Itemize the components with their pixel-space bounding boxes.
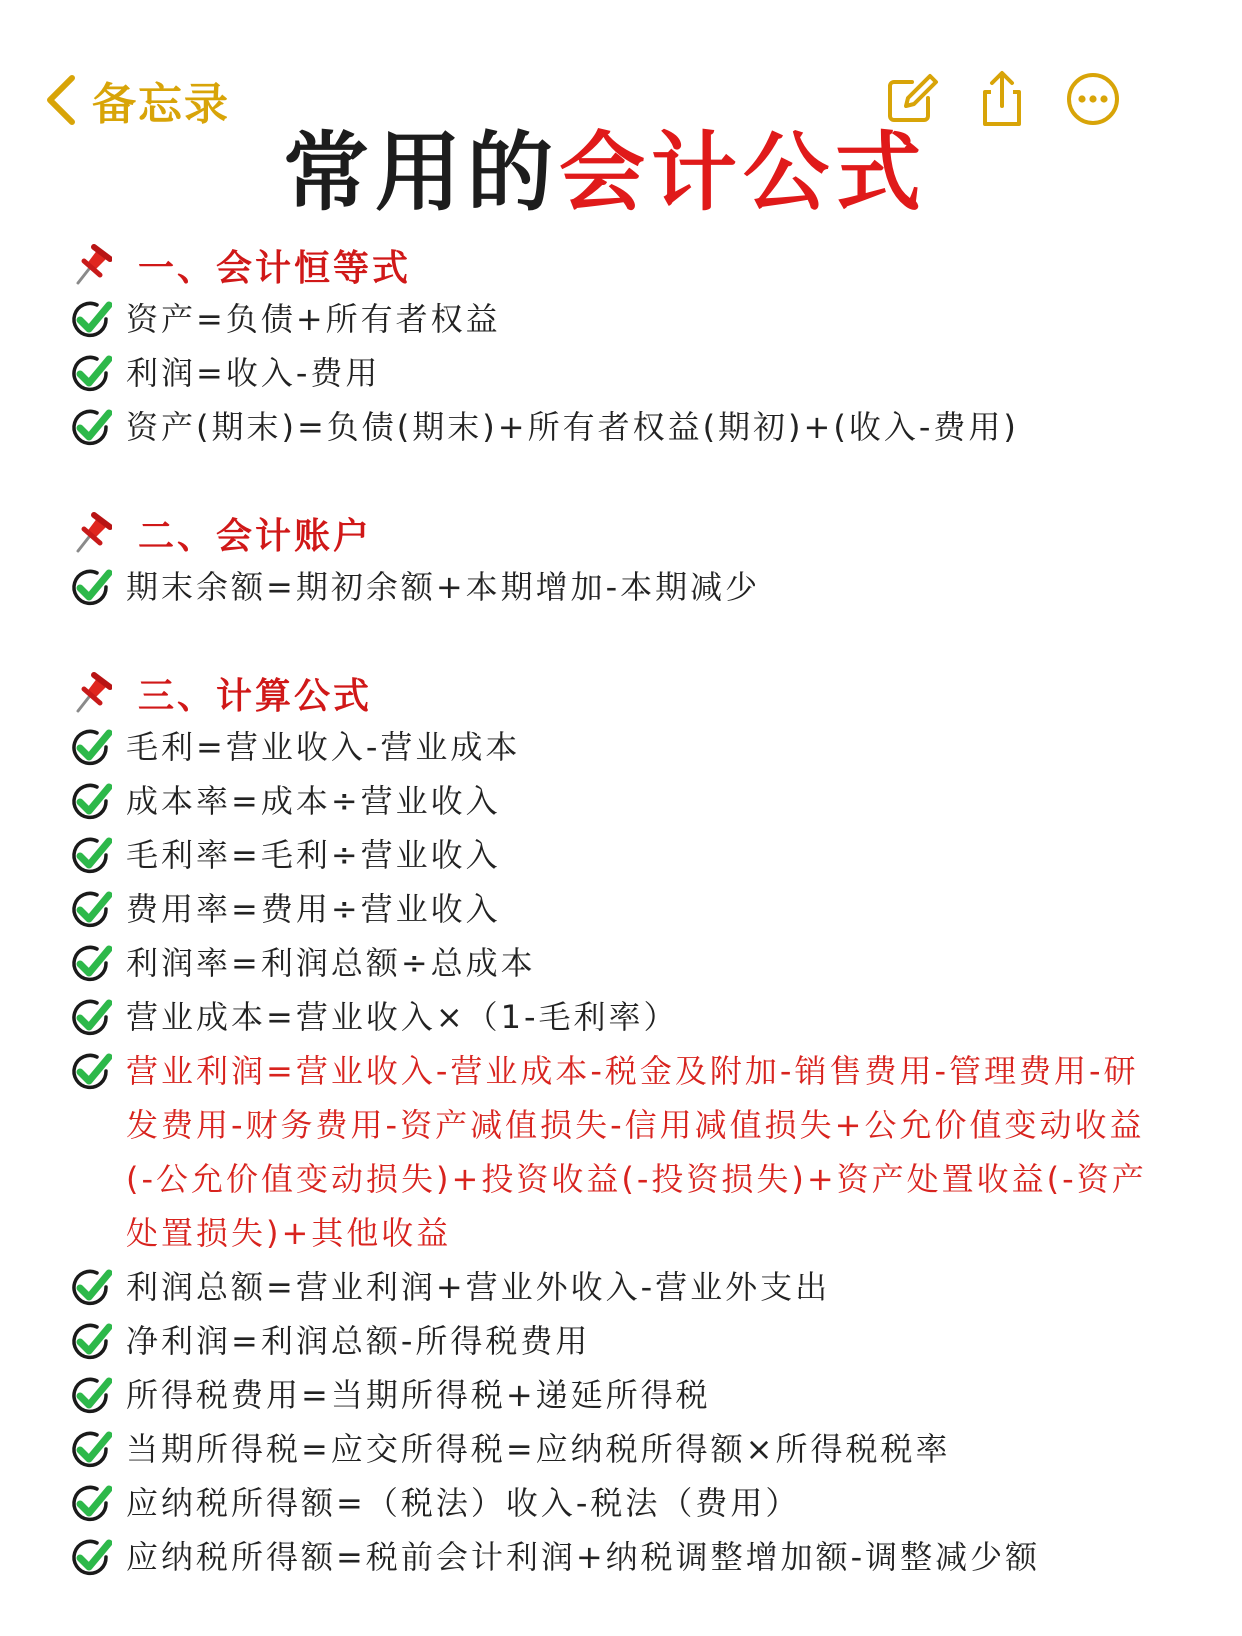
formula-text: 毛利=营业收入-营业成本 (126, 728, 521, 766)
back-label: 备忘录 (92, 79, 230, 130)
section-heading: 二、会计账户 (138, 515, 373, 557)
list-item (70, 990, 1190, 1044)
check-circle-icon (70, 727, 112, 769)
note-content (70, 238, 1190, 1636)
check-circle-icon (70, 1429, 112, 1471)
check-circle-icon (70, 943, 112, 985)
list-item (70, 774, 1190, 828)
section-heading: 一、会计恒等式 (138, 247, 412, 289)
formula-text: 费用率=费用÷营业收入 (126, 890, 501, 928)
list-item (70, 936, 1190, 990)
page-title (0, 118, 1210, 228)
check-circle-icon (70, 1267, 112, 1309)
list-item (70, 560, 1190, 614)
list-item (70, 1260, 1190, 1314)
section-heading-row (70, 666, 1190, 720)
list-item (70, 1044, 1190, 1260)
check-circle-icon (70, 889, 112, 931)
formula-text: 净利润=利润总额-所得税费用 (126, 1322, 591, 1360)
formula-text: 利润率=利润总额÷总成本 (126, 944, 536, 982)
section-heading: 三、计算公式 (138, 675, 373, 717)
pushpin-icon (72, 671, 112, 715)
formula-text: 应纳税所得额=（税法）收入-税法（费用） (126, 1484, 801, 1522)
check-circle-icon (70, 567, 112, 609)
list-item (70, 1314, 1190, 1368)
check-circle-icon (70, 997, 112, 1039)
list-item (70, 1530, 1190, 1584)
section-2 (70, 506, 1190, 614)
check-circle-icon (70, 1375, 112, 1417)
list-item (70, 346, 1190, 400)
formula-text: 利润总额=营业利润+营业外收入-营业外支出 (126, 1268, 831, 1306)
list-item (70, 1368, 1190, 1422)
check-circle-icon (70, 1321, 112, 1363)
formula-text: 利润=收入-费用 (126, 354, 381, 392)
formula-text: 资产=负债+所有者权益 (126, 300, 501, 338)
check-circle-icon (70, 299, 112, 341)
list-item (70, 1476, 1190, 1530)
check-circle-icon (70, 407, 112, 449)
formula-text: 应纳税所得额=税前会计利润+纳税调整增加额-调整减少额 (126, 1538, 1041, 1576)
list-item (70, 828, 1190, 882)
check-circle-icon (70, 1051, 112, 1093)
check-circle-icon (70, 835, 112, 877)
section-1 (70, 238, 1190, 454)
check-circle-icon (70, 1537, 112, 1579)
pushpin-icon (72, 243, 112, 287)
formula-text: 资产(期末)=负债(期末)+所有者权益(期初)+(收入-费用) (126, 408, 1019, 446)
formula-text: 成本率=成本÷营业收入 (126, 782, 501, 820)
section-heading-row (70, 506, 1190, 560)
formula-text: 营业成本=营业收入×（1-毛利率） (126, 998, 679, 1036)
list-item (70, 882, 1190, 936)
title-red-part: 会计公式 (559, 123, 927, 223)
formula-text: 营业利润=营业收入-营业成本-税金及附加-销售费用-管理费用-研发费用-财务费用-资产减值损失-信用减值损失+公允价值变动收益(-公允价值变动损失)+投资收益(-投资损失)+资产处置收益(-资产处置损失)+其他收益 (126, 1052, 1147, 1252)
check-circle-icon (70, 353, 112, 395)
section-3 (70, 666, 1190, 1584)
list-item (70, 720, 1190, 774)
title-black-part: 常用的 (283, 123, 559, 223)
formula-text: 毛利率=毛利÷营业收入 (126, 836, 501, 874)
section-heading-row (70, 238, 1190, 292)
list-item (70, 292, 1190, 346)
list-item (70, 1422, 1190, 1476)
check-circle-icon (70, 1483, 112, 1525)
formula-text: 所得税费用=当期所得税+递延所得税 (126, 1376, 711, 1414)
formula-text: 期末余额=期初余额+本期增加-本期减少 (126, 568, 761, 606)
check-circle-icon (70, 781, 112, 823)
pushpin-icon (72, 511, 112, 555)
formula-text: 当期所得税=应交所得税=应纳税所得额×所得税税率 (126, 1430, 951, 1468)
list-item (70, 400, 1190, 454)
